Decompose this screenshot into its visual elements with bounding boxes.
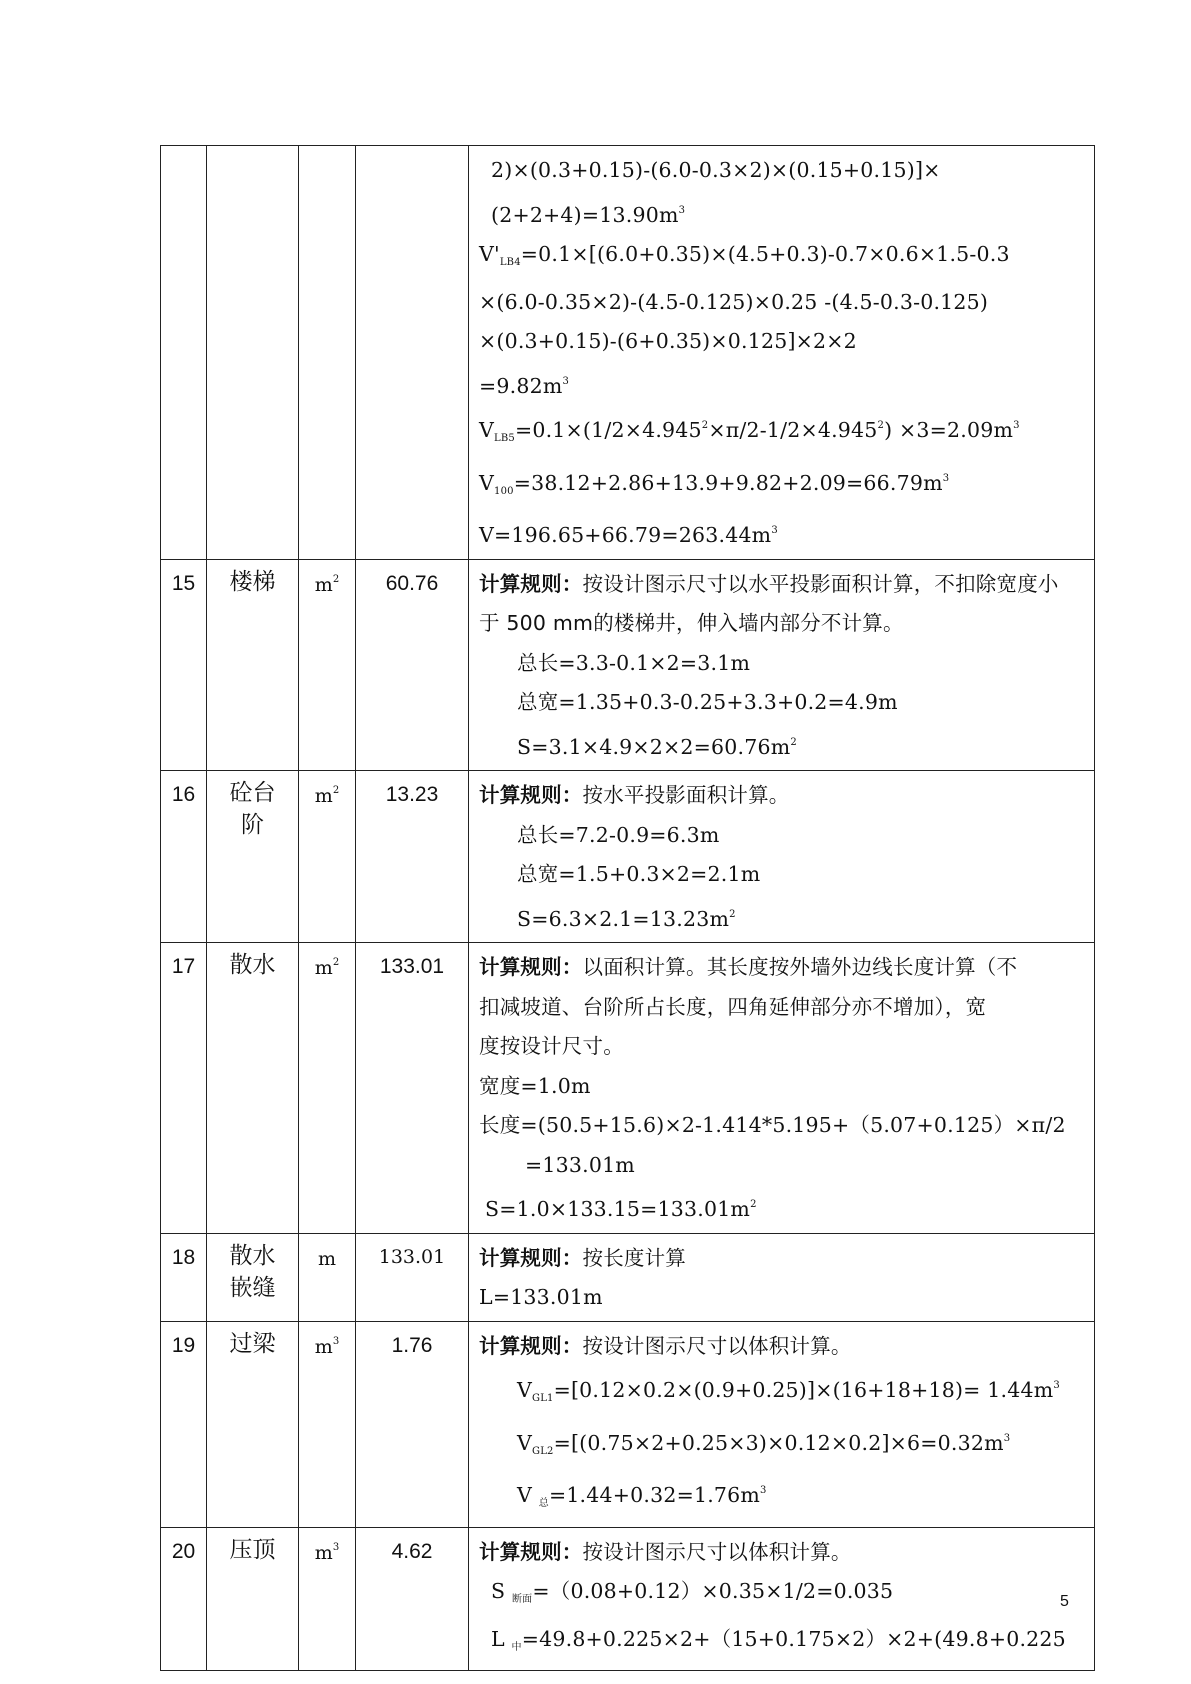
formula-line bbox=[479, 604, 1088, 644]
rule-text: 以面积计算。其长度按外墙外边线长度计算（不 bbox=[582, 955, 1018, 979]
item-number: 20 bbox=[161, 1527, 207, 1671]
formula-line bbox=[479, 895, 1088, 940]
formula-subscript: GL2 bbox=[532, 1445, 554, 1457]
rule-label: 计算规则： bbox=[479, 955, 583, 979]
item-quantity: 60.76 bbox=[356, 559, 469, 771]
item-name: 楼梯 bbox=[207, 559, 299, 771]
formula-superscript: 3 bbox=[760, 1485, 767, 1496]
unit-exponent: 2 bbox=[332, 573, 340, 585]
formula-superscript: 3 bbox=[678, 204, 686, 216]
formula-line bbox=[479, 1067, 1088, 1107]
formula-line bbox=[479, 1106, 1088, 1146]
rule-label: 计算规则： bbox=[479, 571, 583, 596]
item-unit bbox=[299, 559, 356, 771]
item-quantity: 13.23 bbox=[356, 771, 469, 943]
unit-symbol: m bbox=[314, 1335, 333, 1358]
rule-text: 按长度计算 bbox=[582, 1245, 686, 1270]
calculation-detail bbox=[469, 1233, 1095, 1321]
formula-line bbox=[479, 459, 1088, 512]
table-row bbox=[161, 771, 1095, 943]
formula-line bbox=[479, 1471, 1088, 1524]
formula-text: 总宽=1.5+0.3×2=2.1m bbox=[517, 862, 761, 886]
formula-text: S bbox=[491, 1579, 512, 1603]
formula-superscript: 3 bbox=[771, 525, 778, 536]
formula-superscript: 2 bbox=[701, 420, 709, 431]
unit-symbol: m bbox=[314, 957, 333, 979]
calculation-rule-line bbox=[479, 776, 1088, 816]
item-unit bbox=[299, 771, 356, 943]
formula-superscript: 2 bbox=[750, 1199, 757, 1210]
item-quantity: 133.01 bbox=[356, 1233, 469, 1321]
formula-text: V bbox=[517, 1430, 533, 1455]
item-name-line: 散水 bbox=[229, 1242, 276, 1269]
formula-text: =（0.08+0.12）×0.35×1/2=0.035 bbox=[532, 1579, 894, 1603]
formula-text: (2+2+4)=13.90m bbox=[491, 202, 679, 227]
formula-line bbox=[479, 683, 1088, 723]
table-body bbox=[161, 146, 1095, 1671]
item-unit bbox=[299, 1321, 356, 1527]
formula-text: ) ×3=2.09m bbox=[884, 418, 1014, 442]
item-name: 散水 bbox=[207, 943, 299, 1234]
formula-line bbox=[479, 644, 1088, 684]
formula-superscript: 2 bbox=[790, 736, 797, 748]
formula-line bbox=[479, 1185, 1088, 1230]
formula-line bbox=[479, 816, 1088, 856]
item-name-line: 阶 bbox=[241, 812, 264, 838]
formula-text: S=3.1×4.9×2×2=60.76m bbox=[517, 734, 791, 759]
calculation-detail bbox=[469, 943, 1095, 1234]
calculation-rule-line bbox=[479, 1327, 1088, 1367]
formula-text: L=133.01m bbox=[479, 1285, 603, 1309]
formula-text: =0.1×[(6.0+0.35)×(4.5+0.3)-0.7×0.6×1.5-0.3 bbox=[520, 242, 1010, 266]
formula-line bbox=[479, 362, 1088, 407]
item-quantity bbox=[356, 146, 469, 560]
rule-label: 计算规则： bbox=[479, 1539, 583, 1564]
item-number bbox=[161, 146, 207, 560]
rule-text: 按设计图示尺寸以体积计算。 bbox=[582, 1539, 852, 1564]
formula-text: 宽度=1.0m bbox=[479, 1073, 591, 1098]
formula-line bbox=[479, 1419, 1088, 1472]
calculation-detail bbox=[469, 1321, 1095, 1527]
formula-text: =38.12+2.86+13.9+9.82+2.09=66.79m bbox=[513, 470, 943, 495]
formula-text: =0.1×(1/2×4.945 bbox=[514, 418, 702, 442]
formula-text: V bbox=[479, 470, 495, 495]
item-name bbox=[207, 146, 299, 560]
formula-subscript: LB5 bbox=[494, 433, 515, 444]
item-name-line: 砼台 bbox=[229, 780, 276, 806]
item-number: 15 bbox=[161, 559, 207, 771]
formula-line bbox=[479, 723, 1088, 768]
calculation-rule-line bbox=[479, 565, 1088, 605]
formula-superscript: 3 bbox=[1053, 1380, 1060, 1391]
formula-subscript: 断面 bbox=[511, 1594, 533, 1605]
formula-text: 长度=(50.5+15.6)×2-1.414*5.195+（5.07+0.125）×π/2 bbox=[479, 1113, 1066, 1137]
formula-text: =9.82m bbox=[479, 373, 563, 398]
rule-label: 计算规则： bbox=[479, 783, 583, 807]
item-quantity: 133.01 bbox=[356, 943, 469, 1234]
item-name-line: 嵌缝 bbox=[229, 1274, 276, 1301]
formula-text: V bbox=[479, 418, 495, 442]
item-number: 17 bbox=[161, 943, 207, 1234]
formula-subscript: 100 bbox=[494, 485, 514, 497]
unit-symbol: m bbox=[314, 573, 333, 596]
formula-text: S=1.0×133.15=133.01m bbox=[485, 1197, 751, 1221]
calculation-detail bbox=[469, 771, 1095, 943]
table-row bbox=[161, 559, 1095, 771]
formula-line bbox=[479, 988, 1088, 1028]
formula-superscript: 3 bbox=[1003, 1432, 1011, 1444]
formula-text: 总长=7.2-0.9=6.3m bbox=[517, 822, 720, 847]
formula-text: V bbox=[517, 1378, 533, 1402]
unit-symbol: m bbox=[317, 1247, 337, 1270]
calculation-detail bbox=[469, 146, 1095, 560]
rule-text: 按水平投影面积计算。 bbox=[582, 783, 790, 807]
calculation-rule-line bbox=[479, 948, 1088, 988]
page-number: 5 bbox=[1060, 1593, 1069, 1610]
item-name: 过梁 bbox=[207, 1321, 299, 1527]
formula-text: =133.01m bbox=[525, 1152, 635, 1177]
item-name: 压顶 bbox=[207, 1527, 299, 1671]
item-name bbox=[207, 1233, 299, 1321]
formula-line bbox=[479, 406, 1088, 459]
formula-text: ×(0.3+0.15)-(6+0.35)×0.125]×2×2 bbox=[479, 329, 857, 353]
formula-text: =49.8+0.225×2+（15+0.175×2）×2+(49.8+0.225 bbox=[521, 1626, 1066, 1651]
formula-line bbox=[479, 151, 1088, 191]
item-number: 16 bbox=[161, 771, 207, 943]
quantity-calculation-table bbox=[160, 145, 1095, 1671]
formula-superscript: 3 bbox=[1013, 420, 1020, 431]
formula-text: =[0.12×0.2×(0.9+0.25)]×(16+18+18)= 1.44m bbox=[553, 1378, 1054, 1402]
formula-line bbox=[479, 1278, 1088, 1318]
formula-text: V=196.65+66.79=263.44m bbox=[479, 523, 772, 547]
formula-line bbox=[479, 1146, 1088, 1186]
item-quantity: 1.76 bbox=[356, 1321, 469, 1527]
item-unit bbox=[299, 1527, 356, 1671]
formula-text: 2)×(0.3+0.15)-(6.0-0.3×2)×(0.15+0.15)]× bbox=[491, 158, 941, 182]
formula-line bbox=[479, 855, 1088, 895]
unit-exponent: 3 bbox=[332, 1335, 340, 1347]
formula-text: L bbox=[491, 1626, 512, 1651]
formula-superscript: 2 bbox=[729, 908, 736, 920]
formula-line bbox=[479, 322, 1088, 362]
item-unit bbox=[299, 146, 356, 560]
formula-subscript: GL1 bbox=[532, 1393, 554, 1404]
calculation-rule-line bbox=[479, 1533, 1088, 1573]
rule-label: 计算规则： bbox=[479, 1245, 583, 1270]
formula-text: ×(6.0-0.35×2)-(4.5-0.125)×0.25 -(4.5-0.3-0.125) bbox=[479, 289, 989, 314]
unit-symbol: m bbox=[314, 1541, 333, 1564]
formula-line bbox=[479, 191, 1088, 236]
formula-text: 总长=3.3-0.1×2=3.1m bbox=[517, 650, 751, 675]
formula-line bbox=[479, 1620, 1088, 1668]
rule-text: 按设计图示尺寸以水平投影面积计算，不扣除宽度小 bbox=[582, 571, 1059, 596]
formula-subscript: 总 bbox=[538, 1498, 549, 1509]
formula-subscript: LB4 bbox=[499, 257, 521, 268]
formula-line bbox=[479, 1572, 1088, 1620]
item-number: 19 bbox=[161, 1321, 207, 1527]
formula-line bbox=[479, 511, 1088, 556]
table-row bbox=[161, 146, 1095, 560]
formula-line bbox=[479, 283, 1088, 323]
formula-text: S=6.3×2.1=13.23m bbox=[517, 906, 730, 931]
unit-exponent: 2 bbox=[332, 785, 340, 796]
formula-text: V' bbox=[479, 242, 500, 266]
unit-symbol: m bbox=[314, 785, 333, 807]
rule-text: 度按设计尺寸。 bbox=[479, 1034, 624, 1058]
rule-text: 按设计图示尺寸以体积计算。 bbox=[582, 1333, 852, 1358]
item-unit bbox=[299, 943, 356, 1234]
rule-text: 扣减坡道、台阶所占长度，四角延伸部分亦不增加），宽 bbox=[479, 994, 987, 1019]
formula-superscript: 3 bbox=[942, 472, 950, 484]
calculation-detail bbox=[469, 1527, 1095, 1671]
formula-line bbox=[479, 1366, 1088, 1419]
formula-text: ×π/2-1/2×4.945 bbox=[708, 418, 878, 442]
formula-subscript: 中 bbox=[511, 1641, 522, 1653]
table-row bbox=[161, 1527, 1095, 1671]
formula-text: 总宽=1.35+0.3-0.25+3.3+0.2=4.9m bbox=[517, 690, 898, 714]
rule-label: 计算规则： bbox=[479, 1333, 583, 1358]
unit-exponent: 3 bbox=[332, 1541, 340, 1553]
table-row bbox=[161, 1233, 1095, 1321]
formula-line bbox=[479, 235, 1088, 283]
formula-line bbox=[479, 1027, 1088, 1067]
unit-exponent: 2 bbox=[332, 957, 340, 968]
formula-superscript: 3 bbox=[562, 375, 570, 387]
table-row bbox=[161, 943, 1095, 1234]
table-row bbox=[161, 1321, 1095, 1527]
formula-text: =[(0.75×2+0.25×3)×0.12×0.2]×6=0.32m bbox=[553, 1430, 1004, 1455]
formula-superscript: 2 bbox=[877, 420, 885, 431]
item-quantity: 4.62 bbox=[356, 1527, 469, 1671]
calculation-rule-line bbox=[479, 1239, 1088, 1279]
item-name bbox=[207, 771, 299, 943]
calculation-detail bbox=[469, 559, 1095, 771]
rule-text: 于 500 mm的楼梯井，伸入墙内部分不计算。 bbox=[479, 611, 904, 635]
item-unit bbox=[299, 1233, 356, 1321]
formula-text: V bbox=[517, 1483, 539, 1507]
item-number: 18 bbox=[161, 1233, 207, 1321]
formula-text: =1.44+0.32=1.76m bbox=[548, 1483, 761, 1507]
